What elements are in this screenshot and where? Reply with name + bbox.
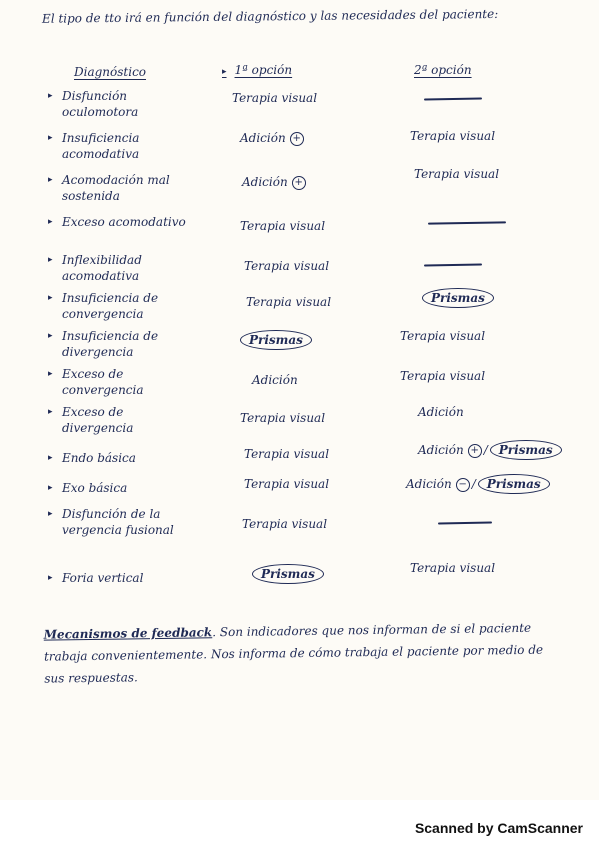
diag-label: Inflexibilidad acomodativa (62, 253, 142, 283)
opt1-label: Adición (242, 175, 288, 189)
diag-label: Disfunción de la vergencia fusional (62, 507, 174, 537)
minus-circle-icon: − (456, 478, 470, 492)
diag-row-4 (48, 252, 188, 284)
diag-label: Exceso acomodativo (62, 215, 186, 229)
slash-separator: / (471, 477, 476, 491)
scanner-watermark: Scanned by CamScanner (414, 820, 583, 836)
opt2-row-7: Terapia visual (400, 369, 486, 383)
feedback-term: Mecanismos de feedback (43, 625, 213, 642)
opt1-row-4: Terapia visual (244, 259, 330, 273)
diag-row-1 (48, 130, 188, 162)
bullet-icon: ▸ (48, 331, 53, 341)
bullet-icon: ▸ (48, 573, 53, 583)
header-opcion-1 (222, 62, 292, 80)
diag-label: Foria vertical (62, 571, 144, 585)
opt1-row-7: Adición (252, 373, 298, 387)
diag-row-9 (48, 450, 188, 466)
opt2-row-1: Terapia visual (410, 129, 496, 143)
plus-circle-icon: + (290, 132, 304, 146)
bullet-icon: ▸ (48, 369, 53, 379)
diag-row-5 (48, 290, 188, 322)
opt1-row-12 (252, 564, 324, 584)
diag-label: Exo básica (62, 481, 128, 495)
bullet-icon: ▸ (48, 407, 53, 417)
diag-row-0 (48, 88, 188, 120)
plus-circle-icon: + (468, 444, 482, 458)
opt2-row-5 (422, 288, 494, 308)
opt2-label: Adición (418, 443, 464, 457)
bullet-icon: ▸ (48, 175, 53, 185)
dash-row-4 (424, 263, 482, 266)
prismas-circled: Prismas (240, 330, 312, 350)
opt1-label: Adición (240, 131, 286, 145)
opt1-row-10: Terapia visual (244, 477, 330, 491)
bullet-icon: ▸ (48, 293, 53, 303)
header-opcion-1-label: 1ª opción (234, 63, 293, 77)
opt2-row-2: Terapia visual (414, 167, 500, 181)
plus-circle-icon: + (292, 176, 306, 190)
diag-row-7 (48, 366, 188, 398)
diag-row-12 (48, 570, 188, 586)
diag-label: Insuficiencia de divergencia (62, 329, 159, 359)
prismas-circled: Prismas (490, 440, 562, 460)
opt1-row-9: Terapia visual (244, 447, 330, 461)
feedback-paragraph (44, 616, 565, 689)
diag-row-11 (48, 506, 188, 538)
bullet-icon: ▸ (48, 217, 53, 227)
header-opcion-2: 2ª opción (414, 63, 472, 77)
slash-separator: / (483, 443, 488, 457)
header-opcion-1-bullet: ▸ (222, 67, 227, 77)
opt2-row-10 (406, 474, 550, 494)
opt1-row-0: Terapia visual (232, 91, 318, 105)
diag-row-6 (48, 328, 188, 360)
bullet-icon: ▸ (48, 483, 53, 493)
bullet-icon: ▸ (48, 133, 53, 143)
bullet-icon: ▸ (48, 509, 53, 519)
intro-text: El tipo de tto irá en función del diagnóstico y las necesidades del paciente: (41, 6, 499, 26)
bullet-icon: ▸ (48, 453, 53, 463)
diag-row-2 (48, 172, 188, 204)
dash-row-11 (438, 522, 492, 525)
diag-label: Acomodación mal sostenida (62, 173, 170, 203)
opt2-row-12: Terapia visual (410, 561, 496, 575)
bullet-icon: ▸ (48, 255, 53, 265)
diag-label: Insuficiencia de convergencia (62, 291, 159, 321)
opt1-row-5: Terapia visual (246, 295, 332, 309)
opt1-row-3: Terapia visual (240, 219, 326, 233)
opt2-row-9 (418, 440, 562, 460)
diag-row-3 (48, 214, 188, 230)
opt2-row-6: Terapia visual (400, 329, 486, 343)
prismas-circled: Prismas (252, 564, 324, 584)
opt2-row-8: Adición (418, 405, 464, 419)
prismas-circled: Prismas (422, 288, 494, 308)
feedback-text: . Son indicadores que nos informan de si el paciente trabaja convenientemente. Nos informa de cómo trabaja el paciente por medio de sus respuestas. (43, 620, 544, 686)
opt1-row-6 (240, 330, 312, 350)
diag-label: Exceso de divergencia (62, 405, 134, 435)
opt2-label: Adición (406, 477, 452, 491)
prismas-circled: Prismas (478, 474, 550, 494)
diag-label: Insuficiencia acomodativa (62, 131, 140, 161)
header-diagnostico: Diagnóstico (74, 65, 147, 79)
diag-row-10 (48, 480, 188, 496)
diag-label: Endo básica (62, 451, 136, 465)
diag-label: Exceso de convergencia (62, 367, 144, 397)
opt1-row-2 (242, 174, 306, 190)
opt1-row-11: Terapia visual (242, 517, 328, 531)
dash-row-0 (424, 97, 482, 100)
diag-label: Disfunción oculomotora (62, 89, 139, 119)
diag-row-8 (48, 404, 188, 436)
opt1-row-8: Terapia visual (240, 411, 326, 425)
opt1-row-1 (240, 130, 304, 146)
dash-row-3 (428, 221, 506, 224)
bullet-icon: ▸ (48, 91, 53, 101)
